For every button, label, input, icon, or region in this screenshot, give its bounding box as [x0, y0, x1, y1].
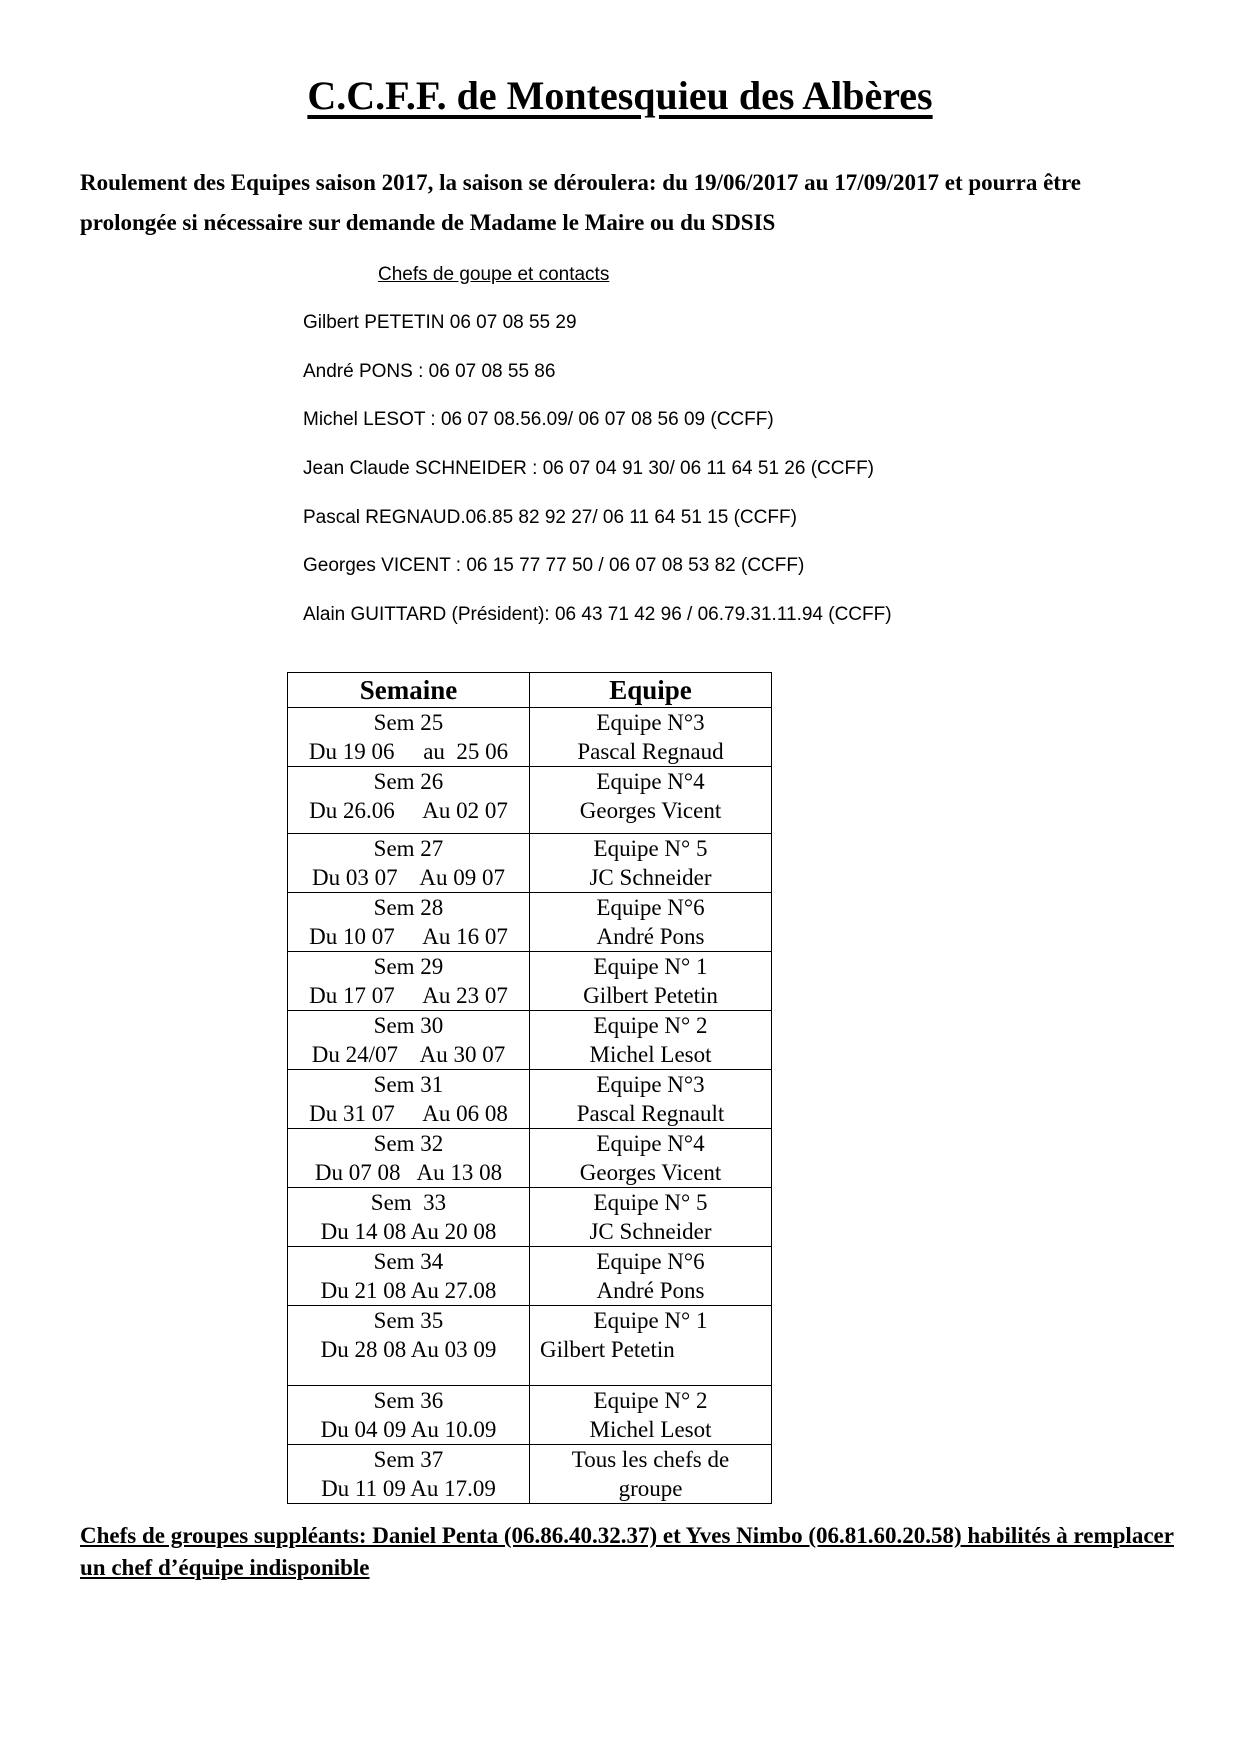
week-cell: [288, 1247, 530, 1306]
week-label: Sem 37: [373, 1447, 444, 1472]
team-cell: [530, 767, 772, 834]
week-cell: [288, 1386, 530, 1445]
table-header-row: [288, 673, 772, 708]
week-cell: [288, 1011, 530, 1070]
week-dates: Du 11 09 Au 17.09: [321, 1476, 496, 1501]
team-chief: JC Schneider: [589, 865, 712, 890]
week-label: Sem 35: [373, 1308, 444, 1333]
table-row: [288, 834, 772, 893]
contact-item: Gilbert PETETIN 06 07 08 55 29: [303, 312, 577, 333]
week-cell: [288, 767, 530, 834]
week-cell: [288, 1306, 530, 1386]
week-label: Sem 34: [373, 1249, 444, 1274]
team-label: Equipe N°6: [596, 1249, 705, 1274]
team-cell: [530, 834, 772, 893]
table-row: [288, 1070, 772, 1129]
week-dates: Du 04 09 Au 10.09: [320, 1417, 497, 1442]
week-dates: Du 14 08 Au 20 08: [320, 1219, 497, 1244]
column-header-semaine: Semaine: [288, 673, 530, 708]
week-dates: Du 03 07 Au 09 07: [312, 865, 505, 890]
contact-item: Georges VICENT : 06 15 77 77 50 / 06 07 08 53 82 (CCFF): [303, 555, 805, 577]
week-cell: [288, 1129, 530, 1188]
team-chief: Georges Vicent: [579, 798, 722, 823]
team-cell: [530, 1306, 772, 1386]
week-label: Sem 31: [373, 1072, 444, 1097]
week-dates: Du 17 07 Au 23 07: [309, 983, 508, 1008]
contacts-heading: Chefs de goupe et contacts: [378, 264, 610, 285]
week-dates: Du 28 08 Au 03 09: [320, 1337, 497, 1362]
team-cell: [530, 893, 772, 952]
team-chief: Pascal Regnaud: [577, 739, 724, 764]
team-chief: Michel Lesot: [589, 1417, 712, 1442]
team-label: Equipe N° 5: [593, 836, 708, 861]
week-dates: Du 21 08 Au 27.08: [320, 1278, 497, 1303]
contact-item: Michel LESOT : 06 07 08.56.09/ 06 07 08 56 09 (CCFF): [303, 409, 774, 431]
table-row: [288, 1188, 772, 1247]
contact-item: Alain GUITTARD (Président): 06 43 71 42 96 / 06.79.31.11.94 (CCFF): [303, 604, 892, 626]
week-dates: Du 07 08 Au 13 08: [314, 1160, 503, 1185]
week-label: Sem 30: [373, 1013, 444, 1038]
team-cell: [530, 1386, 772, 1445]
table-row: [288, 1306, 772, 1386]
week-label: Sem 29: [373, 954, 444, 979]
table-row: [288, 1386, 772, 1445]
team-cell: [530, 952, 772, 1011]
team-chief: groupe: [618, 1476, 683, 1501]
week-cell: [288, 834, 530, 893]
week-dates: Du 31 07 Au 06 08: [309, 1101, 508, 1126]
table-row: [288, 708, 772, 767]
team-label: Equipe N° 5: [593, 1190, 708, 1215]
column-header-equipe: Equipe: [530, 673, 772, 708]
team-chief: JC Schneider: [589, 1219, 712, 1244]
table-row: [288, 767, 772, 834]
team-cell: [530, 1070, 772, 1129]
week-dates: Du 26.06 Au 02 07: [309, 798, 508, 823]
contact-item: Jean Claude SCHNEIDER : 06 07 04 91 30/ 06 11 64 51 26 (CCFF): [303, 458, 875, 480]
week-label: Sem 28: [373, 895, 444, 920]
week-label: Sem 32: [373, 1131, 444, 1156]
team-label: Equipe N° 1: [593, 1308, 708, 1333]
team-chief: Gilbert Petetin: [583, 983, 718, 1008]
contact-item: Pascal REGNAUD.06.85 82 92 27/ 06 11 64 51 15 (CCFF): [303, 506, 797, 528]
team-cell: [530, 1188, 772, 1247]
team-cell: [530, 708, 772, 767]
substitutes-note: Chefs de groupes suppléants: Daniel Penta (06.86.40.32.37) et Yves Nimbo (06.81.60.20.58) habilités à remplacer un chef d’équipe indisponible: [80, 1523, 1174, 1580]
week-label: Sem 27: [373, 836, 444, 861]
week-label: Sem 33: [370, 1190, 447, 1215]
team-chief: Gilbert Petetin: [540, 1337, 675, 1362]
team-label: Equipe N°4: [596, 1131, 705, 1156]
table-row: [288, 1247, 772, 1306]
team-label: Equipe N° 1: [593, 954, 708, 979]
week-cell: [288, 708, 530, 767]
table-row: [288, 893, 772, 952]
team-chief: Pascal Regnault: [576, 1101, 725, 1126]
contacts-list: [303, 310, 892, 651]
team-label: Equipe N° 2: [593, 1013, 708, 1038]
table-body: [288, 708, 772, 1504]
week-label: Sem 26: [373, 769, 444, 794]
team-cell: [530, 1011, 772, 1070]
week-dates: Du 19 06 au 25 06: [308, 739, 509, 764]
table-row: [288, 1011, 772, 1070]
team-chief: Georges Vicent: [579, 1160, 722, 1185]
team-chief: Michel Lesot: [589, 1042, 712, 1067]
week-label: Sem 25: [373, 710, 444, 735]
table-row: [288, 1445, 772, 1504]
team-label: Equipe N°4: [596, 769, 705, 794]
week-cell: [288, 1445, 530, 1504]
team-label: Tous les chefs de: [571, 1447, 730, 1472]
week-cell: [288, 952, 530, 1011]
table-row: [288, 952, 772, 1011]
team-chief: André Pons: [596, 1278, 705, 1303]
team-chief: André Pons: [596, 924, 705, 949]
week-cell: [288, 1188, 530, 1247]
page-title: C.C.F.F. de Montesquieu des Albères: [307, 73, 933, 118]
team-label: Equipe N°6: [596, 895, 705, 920]
team-cell: [530, 1129, 772, 1188]
table-row: [288, 1129, 772, 1188]
week-cell: [288, 1070, 530, 1129]
week-dates: Du 10 07 Au 16 07: [309, 924, 508, 949]
rotation-table: [287, 672, 772, 1504]
team-label: Equipe N° 2: [593, 1388, 708, 1413]
team-cell: [530, 1445, 772, 1504]
team-label: Equipe N°3: [596, 710, 705, 735]
intro-paragraph: Roulement des Equipes saison 2017, la saison se déroulera: du 19/06/2017 au 17/09/2017 et pourra être prolongée si nécessaire sur demande de Madame le Maire ou du SDSIS: [80, 170, 1081, 235]
week-cell: [288, 893, 530, 952]
week-dates: Du 24/07 Au 30 07: [311, 1042, 506, 1067]
week-label: Sem 36: [373, 1388, 444, 1413]
team-label: Equipe N°3: [596, 1072, 705, 1097]
team-cell: [530, 1247, 772, 1306]
contact-item: André PONS : 06 07 08 55 86: [303, 360, 556, 382]
